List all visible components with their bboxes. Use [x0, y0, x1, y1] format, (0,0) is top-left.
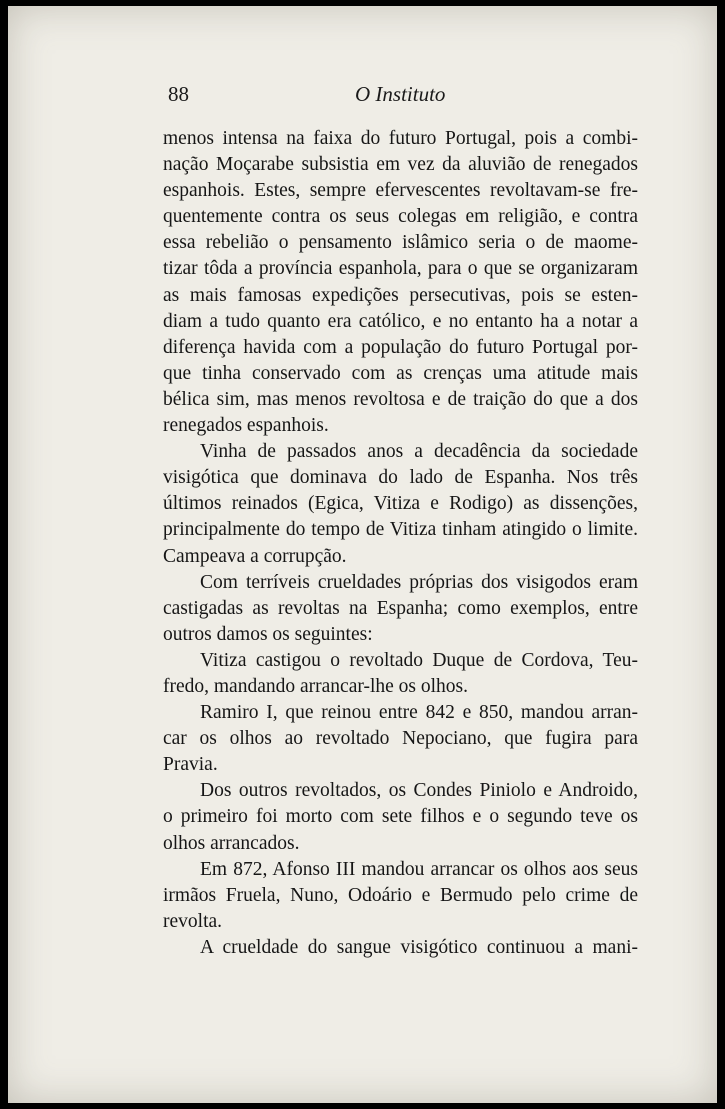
text-line: principalmente do tempo de Vitiza tinham atingido o limite.: [163, 519, 638, 541]
book-page: [8, 6, 717, 1103]
text-line: irmãos Fruela, Nuno, Odoário e Bermudo pelo crime de: [163, 884, 638, 906]
text-line: Vitiza castigou o revoltado Duque de Cordova, Teu-: [200, 649, 638, 671]
paragraph: [163, 439, 638, 569]
page-header: [8, 82, 717, 112]
text-line: Campeava a corrupção.: [163, 545, 347, 567]
text-line: diferença havida com a população do futuro Portugal por-: [163, 336, 638, 358]
text-line: as mais famosas expedições persecutivas, pois se esten-: [163, 284, 638, 306]
text-line: menos intensa na faixa do futuro Portugal, pois a combi-: [163, 128, 638, 149]
text-line: Dos outros revoltados, os Condes Piniolo e Androido,: [200, 780, 638, 802]
text-line: Pravia.: [163, 754, 218, 776]
text-line: tizar tôda a província espanhola, para o que se organizaram: [163, 258, 638, 280]
text-line: A crueldade do sangue visigótico continuou a mani-: [200, 936, 638, 958]
text-line: essa rebelião o pensamento islâmico seria o de maome-: [163, 232, 638, 254]
text-line: o primeiro foi morto com sete filhos e o segundo teve os: [163, 806, 638, 828]
text-line: bélica sim, mas menos revoltosa e de traição do que a dos: [163, 388, 638, 410]
text-line: que tinha conservado com as crenças uma atitude mais: [163, 362, 638, 384]
text-line: revolta.: [163, 910, 223, 932]
text-line: outros damos os seguintes:: [163, 623, 373, 645]
text-line: Em 872, Afonso III mandou arrancar os olhos aos seus: [200, 858, 638, 880]
text-line: renegados espanhois.: [163, 415, 329, 437]
text-line: olhos arrancados.: [163, 832, 300, 854]
paragraph: [163, 126, 638, 439]
paragraph: [163, 935, 638, 961]
page-number: 88: [168, 82, 189, 106]
text-line: car os olhos ao revoltado Nepociano, que fugira para: [163, 728, 638, 750]
text-line: nação Moçarabe subsistia em vez da aluvião de renegados: [163, 154, 638, 176]
text-line: últimos reinados (Egica, Vitiza e Rodigo) as dissenções,: [163, 493, 638, 515]
text-line: visigótica que dominava do lado de Espanha. Nos três: [163, 467, 638, 489]
text-line: espanhois. Estes, sempre efervescentes revoltavam-se fre-: [163, 180, 638, 202]
text-line: Com terríveis crueldades próprias dos visigodos eram: [200, 571, 638, 593]
paragraph: [163, 648, 638, 700]
paragraph: [163, 857, 638, 935]
text-line: Ramiro I, que reinou entre 842 e 850, mandou arran-: [200, 702, 638, 724]
text-line: fredo, mandando arrancar-lhe os olhos.: [163, 675, 468, 697]
text-line: Vinha de passados anos a decadência da sociedade: [200, 441, 638, 463]
paragraph: [163, 778, 638, 856]
paragraph: [163, 570, 638, 648]
body-text: [163, 126, 638, 961]
text-line: diam a tudo quanto era católico, e no entanto ha a notar a: [163, 310, 638, 332]
text-line: quentemente contra os seus colegas em religião, e contra: [163, 206, 638, 228]
paragraph: [163, 700, 638, 778]
text-line: castigadas as revoltas na Espanha; como exemplos, entre: [163, 597, 638, 619]
running-title: O Instituto: [355, 82, 446, 106]
